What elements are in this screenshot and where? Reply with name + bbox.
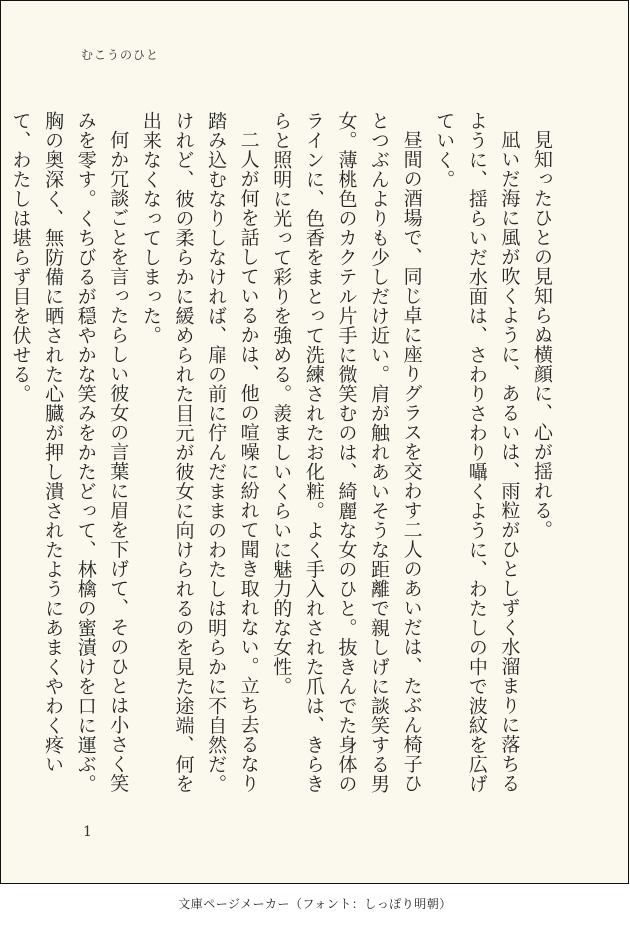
paragraph	[0, 111, 4, 811]
body-text	[0, 111, 558, 811]
page-number: 1	[83, 824, 92, 840]
paragraph: 見知ったひとの見知らぬ横顔に、心が揺れる。	[531, 130, 553, 540]
paragraph: 二人が何を話しているかは、他の喧噪に紛れて聞き取れない。立ち去るなり踏み込むなりしなければ、扉の前に佇んだままのわたしは明らかに不自然だ。けれど、彼の柔らかに緩められた目元が彼女に向けられるのを見た途端、何を出来なくなってしまった。	[139, 111, 260, 794]
footer-caption: 文庫ページメーカー（フォント：しっぽり明朝）	[178, 897, 452, 911]
paragraph: 昼間の酒場で、同じ卓に座りグラスを交わす二人のあいだは、たぶん椅子ひとつぶんよりも少しだけ近い。肩が触れあいそうな距離で親しげに談笑する男女。薄桃色のカクテル片手に微笑むのは、綺麗な女のひと。抜きんでた身体のラインに、色香をまとって洗練されたお化粧。よく手入れされた爪は、きらきらと照明に光って彩りを強める。羨ましいくらいに魅力的な女性。	[270, 111, 423, 794]
paragraph: 何か冗談ごとを言ったらしい彼女の言葉に眉を下げて、そのひとは小さく笑みを零す。くちびるが穏やかな笑みをかたどって、林檎の蜜漬けを口に運ぶ。胸の奥深く、無防備に晒された心臓が押し潰されたようにあまくやわく疼いて、わたしは堪らず目を伏せる。	[9, 111, 130, 794]
running-head: むこうのひと	[81, 48, 160, 62]
paragraph: 凪いだ海に風が吹くように、あるいは、雨粒がひとしずく水溜まりに落ちるように、揺らいだ水面は、さわりさわり囁くように、わたしの中で波紋を広げていく。	[433, 111, 521, 794]
